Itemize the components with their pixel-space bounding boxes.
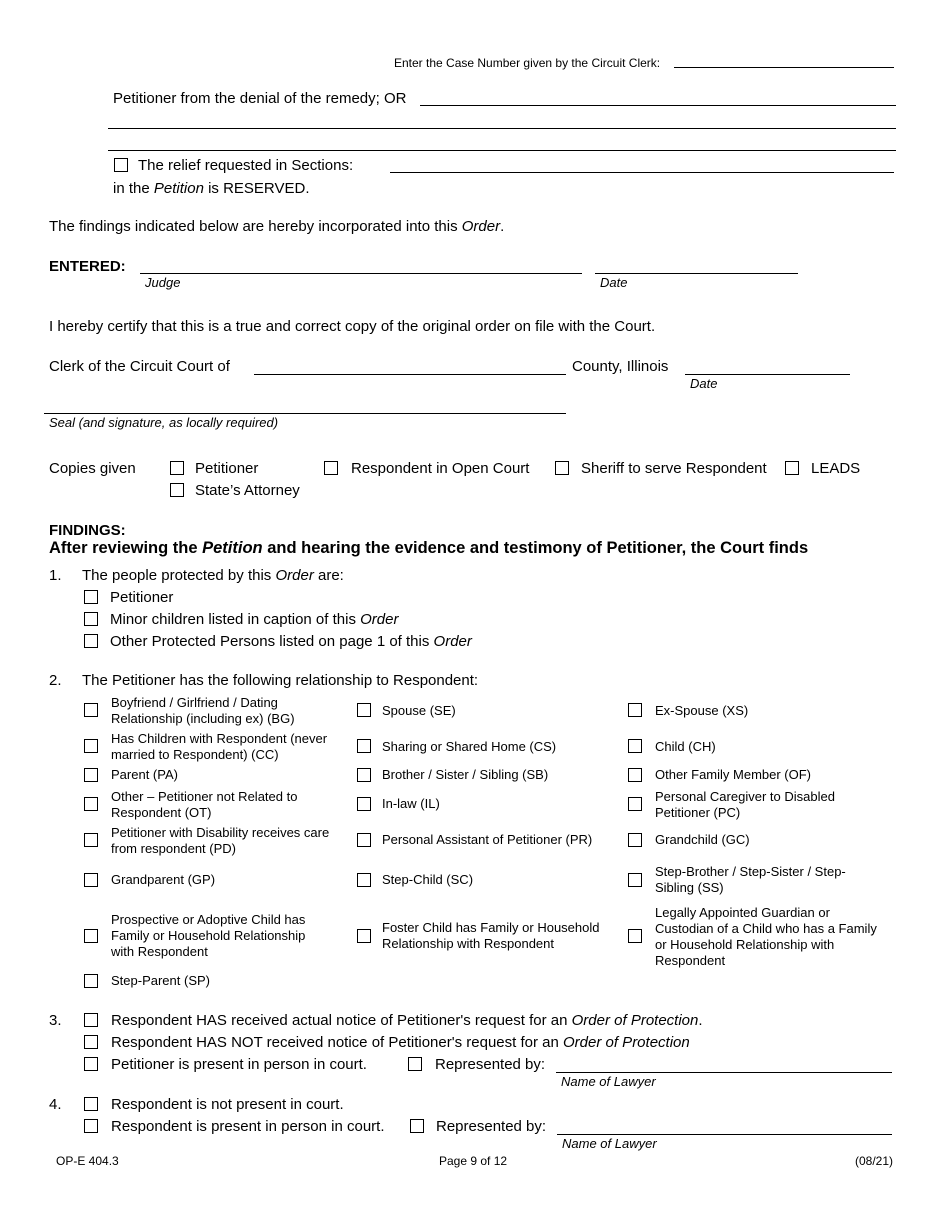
remedy-line-2[interactable] bbox=[108, 128, 896, 129]
judge-label: Judge bbox=[145, 275, 181, 290]
relationship-se-checkbox[interactable] bbox=[357, 703, 371, 717]
relationship-foster-child-checkbox[interactable] bbox=[357, 929, 371, 943]
section1-number: 1. bbox=[49, 567, 62, 584]
relationship-gp-checkbox[interactable] bbox=[84, 873, 98, 887]
findings-heading: FINDINGS: bbox=[49, 522, 126, 539]
relationship-pd-label: Petitioner with Disability receives care from respondent (PD) bbox=[111, 825, 330, 856]
section2-number: 2. bbox=[49, 672, 62, 689]
copies-sheriff-checkbox[interactable] bbox=[555, 461, 569, 475]
relationship-cc-label: Has Children with Respondent (never married to Respondent) (CC) bbox=[111, 731, 328, 762]
relationship-cs-label: Sharing or Shared Home (CS) bbox=[382, 739, 557, 754]
copies-states-attorney-checkbox[interactable] bbox=[170, 483, 184, 497]
relationship-guardian-checkbox[interactable] bbox=[628, 929, 642, 943]
relationship-ch-label: Child (CH) bbox=[655, 739, 716, 754]
county-field[interactable] bbox=[254, 374, 566, 375]
copies-sheriff-label: Sheriff to serve Respondent bbox=[581, 460, 767, 477]
relationship-sb-label: Brother / Sister / Sibling (SB) bbox=[382, 767, 549, 782]
copies-petitioner-label: Petitioner bbox=[195, 460, 259, 477]
remedy-line[interactable] bbox=[420, 105, 896, 106]
relationship-gp-label: Grandparent (GP) bbox=[111, 872, 216, 887]
relationship-foster-child-label: Foster Child has Family or Household Relationship with Respondent bbox=[382, 920, 600, 951]
relationship-pa-checkbox[interactable] bbox=[84, 768, 98, 782]
relationship-of-label: Other Family Member (OF) bbox=[655, 767, 812, 782]
relationship-pc-checkbox[interactable] bbox=[628, 797, 642, 811]
protected-other-persons-label: Other Protected Persons listed on page 1 of this Order bbox=[110, 633, 472, 650]
reserved-sections-field[interactable] bbox=[390, 172, 894, 173]
petitioner-lawyer-line[interactable] bbox=[556, 1072, 892, 1073]
respondent-represented-checkbox[interactable] bbox=[410, 1119, 424, 1133]
petitioner-present-checkbox[interactable] bbox=[84, 1057, 98, 1071]
relationship-pc-label: Personal Caregiver to Disabled Petitioner (PC) bbox=[655, 789, 835, 820]
notice-received-checkbox[interactable] bbox=[84, 1013, 98, 1027]
findings-intro: The findings indicated below are hereby incorporated into this Order. bbox=[49, 218, 505, 235]
relationship-guardian-label: Legally Appointed Guardian or Custodian of a Child who has a Family or Household Relationship with Respondent bbox=[655, 905, 877, 968]
relationship-bg-label: Boyfriend / Girlfriend / Dating Relationship (including ex) (BG) bbox=[111, 695, 295, 726]
copies-leads-checkbox[interactable] bbox=[785, 461, 799, 475]
petitioner-present-label: Petitioner is present in person in court. bbox=[111, 1056, 367, 1073]
copies-respondent-checkbox[interactable] bbox=[324, 461, 338, 475]
form-id: OP-E 404.3 bbox=[56, 1154, 119, 1168]
copies-leads-label: LEADS bbox=[811, 460, 861, 477]
relationship-pd-checkbox[interactable] bbox=[84, 833, 98, 847]
page-number: Page 9 of 12 bbox=[439, 1154, 508, 1168]
clerk-label: Clerk of the Circuit Court of bbox=[49, 358, 230, 375]
relationship-cc-checkbox[interactable] bbox=[84, 739, 98, 753]
form-revision: (08/21) bbox=[855, 1154, 894, 1168]
relationship-ch-checkbox[interactable] bbox=[628, 739, 642, 753]
relationship-xs-checkbox[interactable] bbox=[628, 703, 642, 717]
notice-not-received-checkbox[interactable] bbox=[84, 1035, 98, 1049]
notice-received-label: Respondent HAS received actual notice of Petitioner's request for an Order of Protection. bbox=[111, 1012, 703, 1029]
relationship-ss-checkbox[interactable] bbox=[628, 873, 642, 887]
copies-respondent-label: Respondent in Open Court bbox=[351, 460, 530, 477]
copies-states-attorney-label: State’s Attorney bbox=[195, 482, 300, 499]
relationship-ot-label: Other – Petitioner not Related to Respondent (OT) bbox=[111, 789, 298, 820]
respondent-lawyer-line[interactable] bbox=[557, 1134, 892, 1135]
respondent-represented-label: Represented by: bbox=[436, 1118, 547, 1135]
relationship-sc-label: Step-Child (SC) bbox=[382, 872, 474, 887]
relationship-of-checkbox[interactable] bbox=[628, 768, 642, 782]
county-label: County, Illinois bbox=[572, 358, 669, 375]
protected-minor-children-label: Minor children listed in caption of this Order bbox=[110, 611, 399, 628]
protected-minor-children-checkbox[interactable] bbox=[84, 612, 98, 626]
certify-text: I hereby certify that this is a true and correct copy of the original order on file with the Court. bbox=[49, 318, 656, 335]
entered-date-line[interactable] bbox=[595, 273, 798, 274]
relationship-se-label: Spouse (SE) bbox=[382, 703, 456, 718]
reserved-label: The relief requested in Sections: bbox=[138, 157, 354, 174]
relationship-sp-label: Step-Parent (SP) bbox=[111, 973, 210, 988]
reserved-line2: in the Petition is RESERVED. bbox=[113, 180, 310, 197]
seal-label: Seal (and signature, as locally required) bbox=[49, 415, 279, 430]
section3-number: 3. bbox=[49, 1012, 62, 1029]
relationship-xs-label: Ex-Spouse (XS) bbox=[655, 703, 749, 718]
relationship-sp-checkbox[interactable] bbox=[84, 974, 98, 988]
findings-subheading: After reviewing the Petition and hearing the evidence and testimony of Petitioner, the Court finds bbox=[49, 539, 809, 557]
section4-number: 4. bbox=[49, 1096, 62, 1113]
relationship-cs-checkbox[interactable] bbox=[357, 739, 371, 753]
relationship-il-checkbox[interactable] bbox=[357, 797, 371, 811]
respondent-not-present-label: Respondent is not present in court. bbox=[111, 1096, 344, 1113]
remedy-text: Petitioner from the denial of the remedy; OR bbox=[113, 90, 407, 107]
relationship-prospective-child-checkbox[interactable] bbox=[84, 929, 98, 943]
respondent-present-checkbox[interactable] bbox=[84, 1119, 98, 1133]
relationship-bg-checkbox[interactable] bbox=[84, 703, 98, 717]
relationship-ot-checkbox[interactable] bbox=[84, 797, 98, 811]
petitioner-lawyer-label: Name of Lawyer bbox=[561, 1074, 656, 1089]
entered-label: ENTERED: bbox=[49, 258, 126, 275]
protected-petitioner-checkbox[interactable] bbox=[84, 590, 98, 604]
relationship-sc-checkbox[interactable] bbox=[357, 873, 371, 887]
relationship-sb-checkbox[interactable] bbox=[357, 768, 371, 782]
relationship-pr-checkbox[interactable] bbox=[357, 833, 371, 847]
section2-text: The Petitioner has the following relationship to Respondent: bbox=[82, 672, 479, 689]
entered-date-label: Date bbox=[600, 275, 628, 290]
remedy-line-3[interactable] bbox=[108, 150, 896, 151]
petitioner-represented-checkbox[interactable] bbox=[408, 1057, 422, 1071]
copies-petitioner-checkbox[interactable] bbox=[170, 461, 184, 475]
case-number-field[interactable] bbox=[674, 67, 894, 68]
judge-signature-line[interactable] bbox=[140, 273, 582, 274]
respondent-present-label: Respondent is present in person in court. bbox=[111, 1118, 385, 1135]
seal-signature-line[interactable] bbox=[44, 413, 566, 414]
relationship-prospective-child-label: Prospective or Adoptive Child has Family or Household Relationship with Respondent bbox=[111, 912, 306, 959]
relationship-pa-label: Parent (PA) bbox=[111, 767, 178, 782]
protected-petitioner-label: Petitioner bbox=[110, 589, 174, 606]
relationship-gc-label: Grandchild (GC) bbox=[655, 832, 750, 847]
copies-label: Copies given bbox=[49, 460, 136, 477]
protected-other-persons-checkbox[interactable] bbox=[84, 634, 98, 648]
relationship-il-label: In-law (IL) bbox=[382, 796, 440, 811]
petitioner-represented-label: Represented by: bbox=[435, 1056, 546, 1073]
relationship-ss-label: Step-Brother / Step-Sister / Step-Sibling (SS) bbox=[655, 864, 846, 895]
notice-not-received-label: Respondent HAS NOT received notice of Petitioner's request for an Order of Protection bbox=[111, 1034, 690, 1051]
relationship-pr-label: Personal Assistant of Petitioner (PR) bbox=[382, 832, 593, 847]
clerk-date-line[interactable] bbox=[685, 374, 850, 375]
respondent-lawyer-label: Name of Lawyer bbox=[562, 1136, 657, 1151]
clerk-date-label: Date bbox=[690, 376, 718, 391]
case-number-label: Enter the Case Number given by the Circuit Clerk: bbox=[394, 56, 661, 70]
reserved-checkbox[interactable] bbox=[114, 158, 128, 172]
respondent-not-present-checkbox[interactable] bbox=[84, 1097, 98, 1111]
relationship-gc-checkbox[interactable] bbox=[628, 833, 642, 847]
section1-text: The people protected by this Order are: bbox=[82, 567, 344, 584]
